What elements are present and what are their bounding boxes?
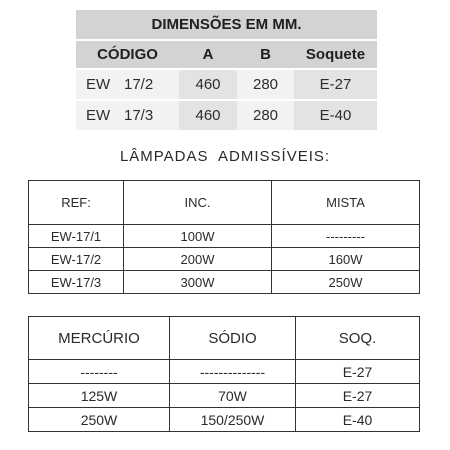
mercury-header-row — [29, 317, 420, 360]
sodio-cell: 150/250W — [170, 408, 296, 432]
header-ref: REF: — [29, 181, 124, 225]
header-soq: SOQ. — [296, 317, 420, 360]
code-number: 17/2 — [124, 76, 154, 93]
a-cell: 460 — [179, 100, 237, 130]
table-row — [76, 100, 377, 130]
ref-cell: EW-17/3 — [29, 271, 124, 294]
mista-cell: 160W — [272, 248, 420, 271]
header-inc: INC. — [124, 181, 272, 225]
b-cell: 280 — [237, 100, 294, 130]
lamps-heading: LÂMPADAS ADMISSÍVEIS: — [119, 148, 331, 165]
soq-cell: E-27 — [296, 384, 420, 408]
header-sodio: SÓDIO — [170, 317, 296, 360]
dimensions-title: DIMENSÕES EM MM. — [76, 10, 377, 40]
sodio-cell: -------------- — [170, 360, 296, 384]
header-codigo: CÓDIGO — [76, 40, 179, 69]
socket-cell: E-27 — [294, 69, 377, 100]
inc-cell: 200W — [124, 248, 272, 271]
header-mista: MISTA — [272, 181, 420, 225]
inc-cell: 100W — [124, 225, 272, 248]
sodio-cell: 70W — [170, 384, 296, 408]
header-mercurio: MERCÚRIO — [29, 317, 170, 360]
lamps-ref-table — [28, 180, 420, 294]
table-row — [29, 248, 420, 271]
lamps-mercury-table — [28, 316, 420, 432]
soq-cell: E-40 — [296, 408, 420, 432]
a-cell: 460 — [179, 69, 237, 100]
header-b: B — [237, 40, 294, 69]
mista-cell: 250W — [272, 271, 420, 294]
table-row — [29, 360, 420, 384]
table-row — [29, 384, 420, 408]
header-a: A — [179, 40, 237, 69]
mercurio-cell: 250W — [29, 408, 170, 432]
ref-header-row — [29, 181, 420, 225]
code-cell — [76, 100, 179, 130]
code-prefix: EW — [86, 107, 111, 124]
table-row — [29, 225, 420, 248]
code-number: 17/3 — [124, 107, 154, 124]
mercurio-cell: -------- — [29, 360, 170, 384]
mercurio-cell: 125W — [29, 384, 170, 408]
table-row — [29, 271, 420, 294]
b-cell: 280 — [237, 69, 294, 100]
ref-cell: EW-17/1 — [29, 225, 124, 248]
table-row — [76, 69, 377, 100]
soq-cell: E-27 — [296, 360, 420, 384]
ref-cell: EW-17/2 — [29, 248, 124, 271]
socket-cell: E-40 — [294, 100, 377, 130]
dimensions-header-row — [76, 40, 377, 69]
header-soquete: Soquete — [294, 40, 377, 69]
inc-cell: 300W — [124, 271, 272, 294]
mista-cell: --------- — [272, 225, 420, 248]
dimensions-title-row — [76, 10, 377, 40]
dimensions-table — [76, 10, 377, 130]
code-cell — [76, 69, 179, 100]
table-row — [29, 408, 420, 432]
code-prefix: EW — [86, 76, 111, 93]
